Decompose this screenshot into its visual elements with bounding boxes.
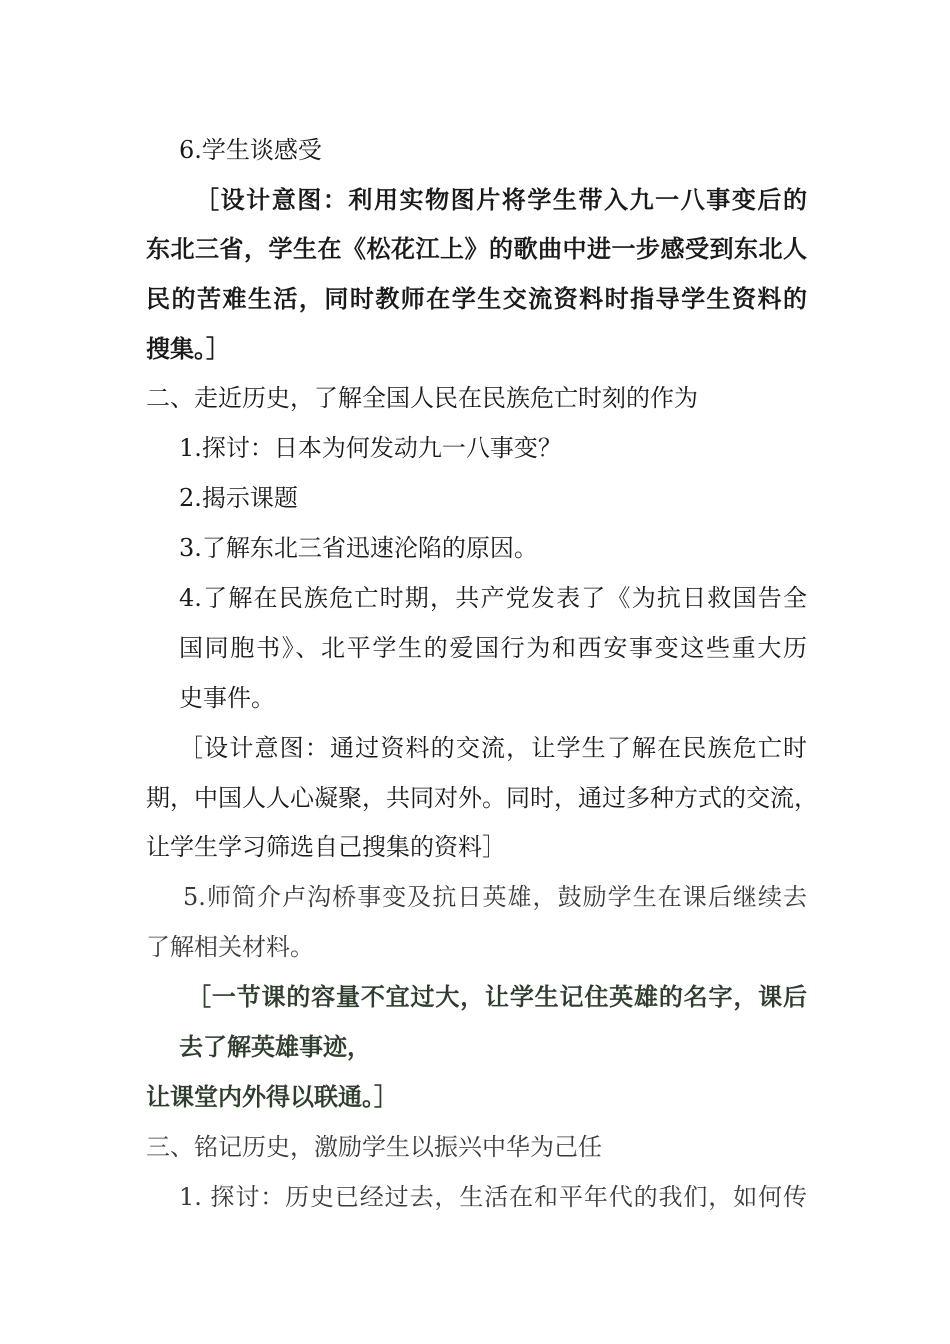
note-line-3: 让课堂内外得以联通。］ xyxy=(146,1083,398,1111)
step-3-1-line: 1. 探讨：历史已经过去，生活在和平年代的我们，如何传 xyxy=(179,1183,807,1211)
design-intent-2-line-3: 让学生学习筛选自己搜集的资料］ xyxy=(146,833,506,861)
step-2-2-line: 2.揭示课题 xyxy=(179,484,298,512)
step-2-4-line-1: 4.了解在民族危亡时期，共产党发表了《为抗日救国告全 xyxy=(179,584,807,612)
step-2-5-line-2: 了解相关材料。 xyxy=(146,933,314,961)
design-intent-2-line-1: ［设计意图：通过资料的交流，让学生了解在民族危亡时 xyxy=(179,734,807,762)
section-2-heading: 二、走近历史，了解全国人民在民族危亡时刻的作为 xyxy=(146,384,698,412)
design-intent-1-line-3: 民的苦难生活，同时教师在学生交流资料时指导学生资料的 xyxy=(146,285,807,313)
section-3-heading: 三、铭记历史，激励学生以振兴中华为己任 xyxy=(146,1133,602,1161)
design-intent-2-line-2: 期，中国人人心凝聚，共同对外。同时，通过多种方式的交流， xyxy=(146,784,818,812)
step-2-4-line-2: 国同胞书》、北平学生的爱国行为和西安事变这些重大历 xyxy=(179,634,807,662)
design-intent-1-line-1: ［设计意图：利用实物图片将学生带入九一八事变后的 xyxy=(195,186,807,214)
step-2-5-line-1: 5.师简介卢沟桥事变及抗日英雄，鼓励学生在课后继续去 xyxy=(183,883,807,911)
design-intent-1-line-2: 东北三省，学生在《松花江上》的歌曲中进一步感受到东北人 xyxy=(146,235,807,263)
step-6-line: 6.学生谈感受 xyxy=(179,136,322,164)
design-intent-1-line-4: 搜集。］ xyxy=(146,335,230,363)
step-2-3-line: 3.了解东北三省迅速沦陷的原因。 xyxy=(179,534,538,562)
note-line-2: 去了解英雄事迹， xyxy=(179,1033,371,1061)
step-2-4-line-3: 史事件。 xyxy=(179,684,275,712)
step-2-1-line: 1.探讨：日本为何发动九一八事变？ xyxy=(179,434,562,462)
note-line-1: ［一节课的容量不宜过大，让学生记住英雄的名字，课后 xyxy=(187,983,807,1011)
